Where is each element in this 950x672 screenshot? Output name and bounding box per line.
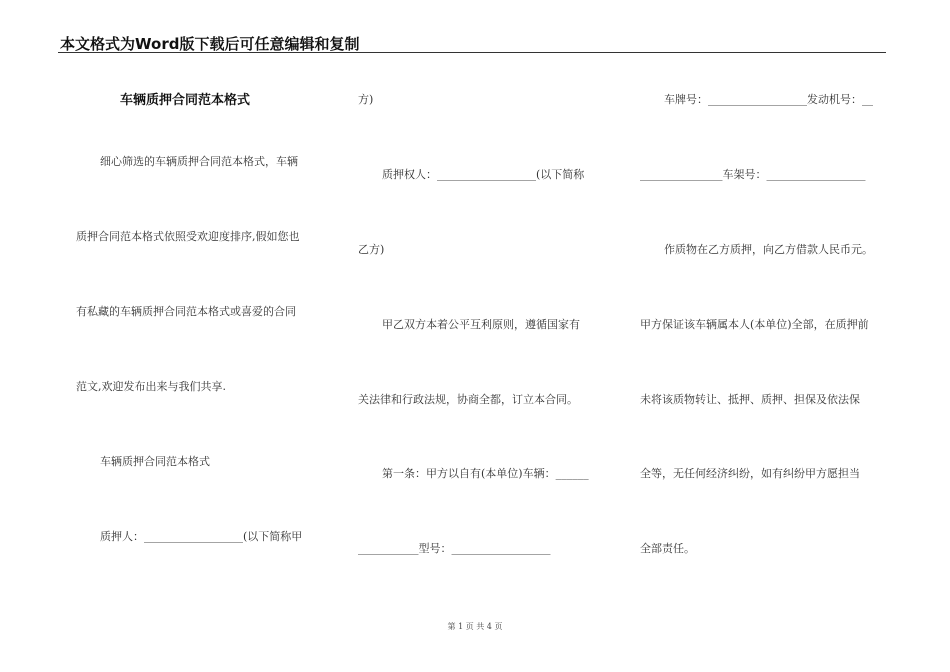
left-line-3: 有私藏的车辆质押合同范本格式或喜爱的合同 xyxy=(76,305,296,318)
right-line-3: 作质物在乙方质押，向乙方借款人民币元。 xyxy=(664,243,873,256)
left-line-6: 质押人：__________________(以下简称甲 xyxy=(100,530,303,543)
right-line-4: 甲方保证该车辆属本人(本单位)全部，在质押前 xyxy=(640,318,869,331)
left-line-4: 范文,欢迎发布出来与我们共享. xyxy=(76,380,226,393)
right-line-6: 全等，无任何经济纠纷，如有纠纷甲方愿担当 xyxy=(640,467,860,480)
right-line-1: 车牌号：__________________发动机号：__ xyxy=(664,93,873,106)
document-banner: 本文格式为Word版下载后可任意编辑和复制 xyxy=(60,35,360,53)
middle-line-5: 关法律和行政法规，协商全都，订立本合同。 xyxy=(358,393,578,406)
middle-line-7: ___________型号：__________________ xyxy=(358,542,551,555)
right-line-5: 未将该质物转让、抵押、质押、担保及依法保 xyxy=(640,393,860,406)
middle-line-6: 第一条：甲方以自有(本单位)车辆：______ xyxy=(382,467,589,480)
banner-divider xyxy=(58,52,886,53)
middle-line-2: 质押权人：__________________(以下简称 xyxy=(382,168,585,181)
middle-line-3: 乙方) xyxy=(358,243,385,256)
section-heading: 车辆质押合同范本格式 xyxy=(100,455,210,468)
right-line-7: 全部责任。 xyxy=(640,542,695,555)
right-line-2: _______________车架号：__________________ xyxy=(640,168,866,181)
document-title: 车辆质押合同范本格式 xyxy=(120,93,251,108)
middle-line-4: 甲乙双方本着公平互利原则，遵循国家有 xyxy=(382,318,580,331)
page-number: 第 1 页 共 4 页 xyxy=(447,622,503,631)
left-line-1: 细心筛选的车辆质押合同范本格式，车辆 xyxy=(100,155,298,168)
left-line-2: 质押合同范本格式依照受欢迎度排序,假如您也 xyxy=(76,230,300,243)
middle-line-1: 方) xyxy=(358,93,374,106)
